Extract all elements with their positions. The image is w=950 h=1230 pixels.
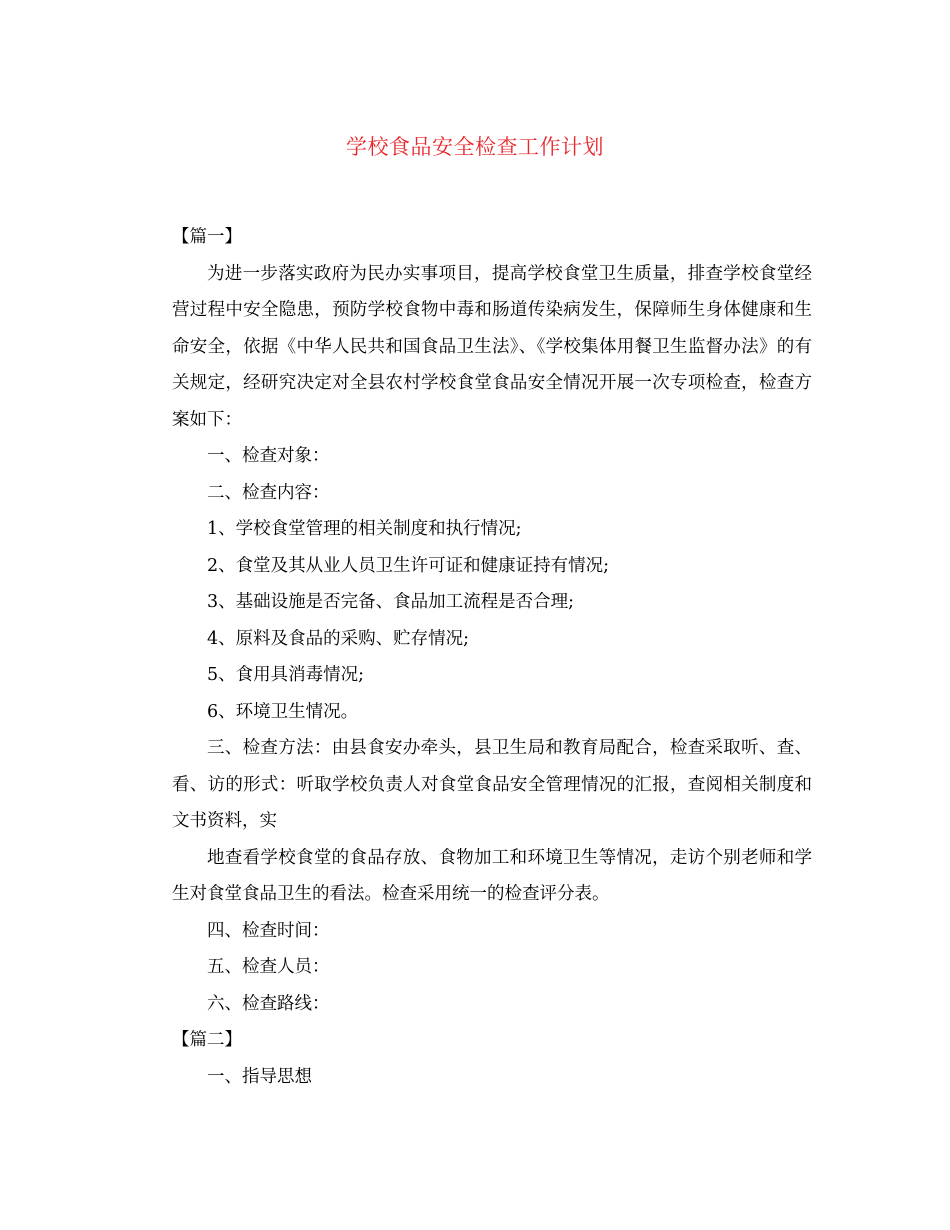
content-list-item: 3、基础设施是否完备、食品加工流程是否合理; [207, 592, 575, 612]
content-list-item: 2、食堂及其从业人员卫生许可证和健康证持有情况; [207, 555, 610, 576]
section-label-part2: 【篇二】 [172, 1030, 242, 1050]
heading-check-target: 一、检查对象： [207, 446, 330, 466]
heading-check-content: 二、检查内容： [207, 482, 330, 503]
check-method-continued: 地查看学校食堂的食品存放、食物加工和环境卫生等情况，走访个别老师和学生对食堂食品卫生的看法。检查采用统一的检查评分表。 [172, 847, 812, 904]
heading-guiding-ideology: 一、指导思想 [207, 1066, 312, 1087]
content-list-item: 5、食用具消毒情况; [207, 665, 365, 685]
document-title: 学校食品安全检查工作计划 [346, 135, 604, 159]
content-list-item: 4、原料及食品的采购、贮存情况; [207, 628, 470, 649]
heading-check-staff: 五、检查人员： [207, 957, 330, 977]
content-list-item: 1、学校食堂管理的相关制度和执行情况; [207, 519, 522, 539]
section-label-part1: 【篇一】 [172, 227, 242, 247]
intro-paragraph: 为进一步落实政府为民办实事项目，提高学校食堂卫生质量，排查学校食堂经营过程中安全隐患，预防学校食物中毒和肠道传染病发生，保障师生身体健康和生命安全，依据《中华人民共和国食品卫生法》、《学校集体用餐卫生监督办法》的有关规定，经研究决定对全县农村学校食堂食品安全情况开展一次专项检查，检查方案如下： [172, 263, 812, 430]
check-method-paragraph: 三、检查方法：由县食安办牵头，县卫生局和教育局配合，检查采取听、查、看、访的形式：听取学校负责人对食堂食品安全管理情况的汇报，查阅相关制度和文书资料，实 [172, 738, 812, 831]
document-body [172, 219, 812, 1095]
heading-check-route: 六、检查路线： [207, 993, 330, 1014]
heading-check-time: 四、检查时间： [207, 920, 330, 941]
content-list-item: 6、环境卫生情况。 [207, 701, 359, 722]
